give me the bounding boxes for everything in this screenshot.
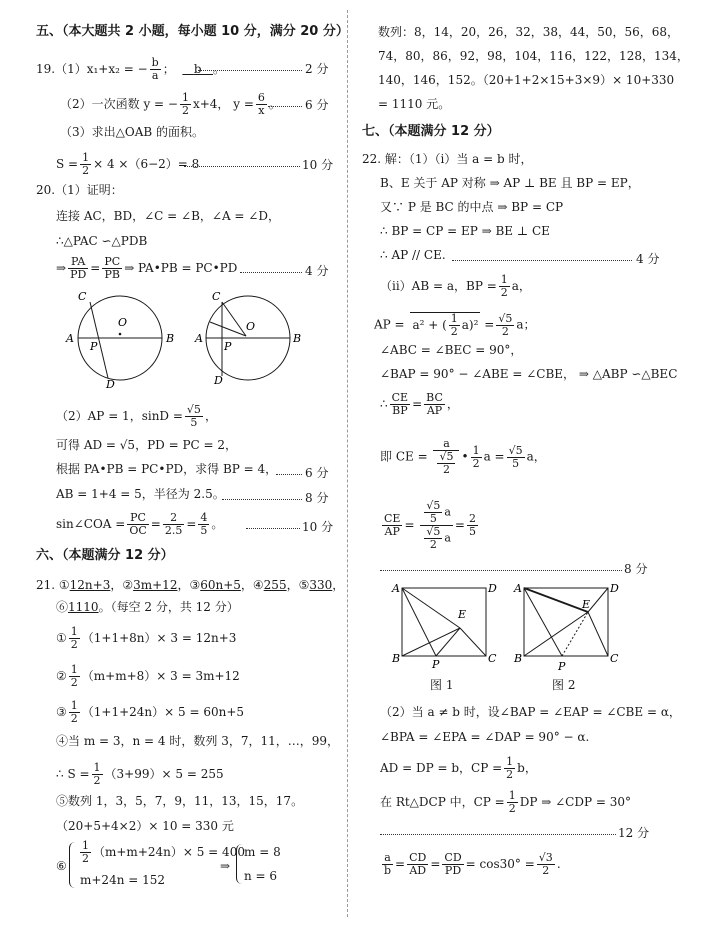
q21-implies: ⇒	[220, 859, 231, 873]
fraction-b-over-a: $\frac{b}{a}$	[151, 56, 159, 82]
svg-text:D: D	[106, 378, 115, 388]
q22-line1: 22. 解：（1）（i）当 a = b 时，	[362, 152, 533, 166]
sequence-line3: 140，146，152。（20+1+2×15+3×9）× 10+330	[378, 73, 675, 87]
dot-leader	[380, 570, 622, 571]
q22-line5: ∴ AP // CE.	[380, 248, 446, 262]
q19-part1-text: 19.（1）x₁+x₂ = −	[36, 62, 148, 76]
q21-answers-row2: ⑥1110。（每空 2 分，共 12 分）	[56, 600, 239, 614]
q21-system-row1: $\frac{1}{2}$ （m+m+24n）× 5 = 400	[82, 839, 245, 865]
right-column	[352, 0, 702, 927]
svg-text:E: E	[582, 598, 591, 611]
sequence-line2: 74，80，86，92，98，104，116，122，128，134，	[378, 49, 689, 63]
q20-line5: 可得 AD = √5，PD = PC = 2，	[56, 438, 238, 452]
left-column	[0, 0, 349, 927]
dot-leader	[184, 166, 300, 167]
q22-line4: ∴ BP = CP = EP ⇒ BE ⊥ CE	[380, 224, 550, 238]
square-figure-2	[513, 582, 619, 672]
score-label: 6 分	[305, 466, 329, 480]
dot-leader	[380, 834, 616, 835]
score-label: 10 分	[302, 158, 334, 172]
svg-text:O: O	[246, 320, 256, 333]
q21-step2: ② $\frac{1}{2}$ （m+m+8）× 3 = 3m+12	[56, 663, 240, 689]
q22-line16: 在 Rt△DCP 中，CP = $\frac{1}{2}$ DP ⇒ ∠CDP = 30°	[380, 789, 631, 815]
svg-text:P: P	[558, 660, 566, 672]
svg-text:C: C	[488, 652, 497, 665]
q19-part1: 19.（1）x₁+x₂ = − $\frac{b}{a}$ ； b 。	[36, 56, 225, 82]
q22-line7: AP = a² + ( $\frac{1}{2}$ a)² = $\frac{√5}{2}$ a；	[374, 311, 536, 338]
circle-diagrams	[60, 288, 310, 388]
svg-text:A: A	[195, 332, 203, 345]
svg-text:A: A	[392, 582, 400, 595]
q22-line15: AD = DP = b，CP = $\frac{1}{2}$ b，	[380, 755, 537, 781]
score-label: 12 分	[618, 826, 650, 840]
q22-line3: 又∵ P 是 BC 的中点 ⇒ BP = CP	[380, 200, 564, 214]
dot-leader	[276, 474, 302, 475]
q21-result-m: m = 8	[244, 845, 281, 859]
q21-answers-row1: 21. ①12n+3，②3m+12，③60n+5，④255，⑤330，	[36, 578, 345, 592]
q22-line11: 即 CE = $\frac{a}{\frac{√5}{2}}$ • $\frac{1}{2}$ a = $\frac{√5}{5}$ a，	[380, 437, 546, 476]
svg-text:A: A	[514, 582, 522, 595]
sequence-line1: 数列：8，14，20，26，32，38，44，50，56，68，	[378, 25, 680, 39]
q20-line2: ∴△PAC ∽△PDB	[56, 234, 148, 248]
dot-leader	[240, 272, 302, 273]
q22-line6: （ii）AB = a，BP = $\frac{1}{2}$ a，	[380, 273, 531, 299]
q19-part2: （2）一次函数 y = − $\frac{1}{2}$ x+4， y = $\frac{6}{x}$ 。	[60, 91, 281, 117]
section-6-title: 六、（本题满分 12 分）	[36, 548, 174, 563]
q21-step1: ① $\frac{1}{2}$ （1+1+8n）× 3 = 12n+3	[56, 625, 237, 651]
dot-leader	[246, 528, 300, 529]
svg-text:D: D	[214, 374, 223, 387]
svg-text:B: B	[293, 332, 302, 345]
svg-text:D: D	[488, 582, 497, 595]
q20-line1: 连接 AC，BD，∠C = ∠B，∠A = ∠D，	[56, 209, 280, 223]
svg-text:E: E	[458, 608, 467, 621]
q22-line14: ∠BPA = ∠EPA = ∠DAP = 90° − α.	[380, 730, 590, 744]
svg-text:P: P	[90, 340, 98, 353]
figure-2-caption: 图 2	[552, 678, 576, 692]
q20-part1: 20.（1）证明：	[36, 183, 123, 197]
q20-part2: （2）AP = 1，sinD = $\frac{√5}{5}$ ，	[56, 403, 217, 429]
q22-line2: B、E 关于 AP 对称 ⇒ AP ⊥ BE 且 BP = EP，	[380, 176, 640, 190]
svg-text:P: P	[432, 658, 440, 671]
q19-area: S = $\frac{1}{2}$ × 4 ×（6−2）= 8	[56, 151, 200, 177]
q21-result-n: n = 6	[244, 869, 278, 883]
q22-line17: $\frac{a}{b}$ = $\frac{CD}{AD}$ = $\frac{CD}{PD}$ = cos30° = $\frac{√3}{2}$ .	[384, 851, 561, 877]
score-label: 8 分	[624, 562, 648, 576]
svg-text:C: C	[610, 652, 619, 665]
right-brace	[236, 844, 243, 884]
q21-system-row2: m+24n = 152	[80, 873, 166, 887]
figure-1-caption: 图 1	[430, 678, 454, 692]
svg-text:D: D	[610, 582, 619, 595]
q22-line13: （2）当 a ≠ b 时，设∠BAP = ∠EAP = ∠CBE = α，	[380, 705, 681, 719]
radical: a² + ( $\frac{1}{2}$ a)²	[412, 312, 479, 338]
circle-figure-2	[194, 290, 301, 387]
q20-line6: 根据 PA•PB = PC•PD，求得 BP = 4，	[56, 462, 278, 476]
q22-line12: $\frac{CE}{AP}$ = $\frac{√5}{5}$ a $\frac{√5}{2}$ a = $\frac{2}{5}$	[384, 499, 476, 551]
svg-text:C: C	[212, 290, 221, 303]
dot-leader	[222, 499, 302, 500]
q19-part3: （3）求出△OAB 的面积。	[60, 125, 205, 139]
score-label: 4 分	[305, 264, 329, 278]
q20-line7: AB = 1+4 = 5，半径为 2.5。	[56, 487, 225, 501]
q21-step5: ∴ S = $\frac{1}{2}$ （3+99）× 5 = 255	[56, 761, 224, 787]
q19-answer-blank: b	[193, 62, 202, 76]
q21-step8-label: ⑥	[56, 859, 67, 873]
q22-line8: ∠ABC = ∠BEC = 90°，	[380, 343, 523, 357]
q21-step4: ④当 m = 3，n = 4 时，数列 3，7，11，…，99，	[56, 734, 339, 748]
dot-leader	[452, 260, 632, 261]
svg-text:B: B	[392, 652, 401, 665]
q22-line9: ∠BAP = 90° − ∠ABE = ∠CBE， ⇒ △ABP ∽△BEC	[380, 367, 678, 381]
dot-leader	[198, 70, 302, 71]
section-5-title: 五、（本大题共 2 小题，每小题 10 分，满分 20 分）	[36, 24, 349, 39]
score-label: 4 分	[636, 252, 660, 266]
q21-step7: （20+5+4×2）× 10 = 330 元	[56, 819, 234, 833]
svg-text:B: B	[514, 652, 523, 665]
score-label: 10 分	[302, 520, 334, 534]
svg-text:A: A	[66, 332, 74, 345]
q20-line8: sin∠COA = $\frac{PC}{OC}$ = $\frac{2}{2.5}$ = $\frac{4}{5}$ 。	[56, 511, 224, 537]
dot-leader	[268, 106, 302, 107]
sequence-line4: = 1110 元。	[378, 97, 451, 111]
column-divider	[347, 10, 348, 917]
svg-text:B: B	[166, 332, 175, 345]
left-brace	[69, 842, 76, 888]
section-7-title: 七、（本题满分 12 分）	[362, 124, 500, 139]
square-figure-1	[391, 582, 497, 671]
svg-text:O: O	[118, 316, 128, 329]
q22-line10: ∴ $\frac{CE}{BP}$ = $\frac{BC}{AP}$ ，	[380, 391, 459, 417]
score-label: 2 分	[305, 62, 329, 76]
q21-step6: ⑤数列 1，3，5，7，9，11，13，15，17。	[56, 794, 304, 808]
score-label: 8 分	[305, 491, 329, 505]
q20-line3: ⇒ $\frac{PA}{PD}$ = $\frac{PC}{PB}$ ⇒ PA•PB = PC•PD	[56, 255, 238, 281]
score-label: 6 分	[305, 98, 329, 112]
svg-text:P: P	[224, 340, 232, 353]
circle-figure-1	[65, 290, 174, 388]
svg-text:C: C	[78, 290, 87, 303]
q21-step3: ③ $\frac{1}{2}$ （1+1+24n）× 5 = 60n+5	[56, 699, 245, 725]
square-diagrams	[388, 582, 628, 672]
